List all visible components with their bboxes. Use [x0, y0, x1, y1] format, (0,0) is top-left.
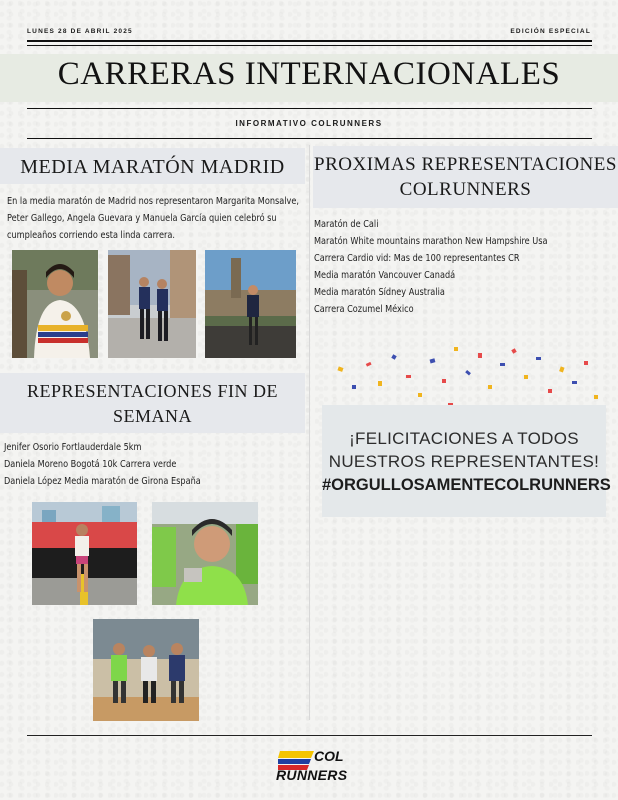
- header-rule-top-thin: [27, 45, 592, 46]
- upcoming-list-item: Carrera Cozumel México: [314, 304, 414, 315]
- madrid-text-line: Peter Gallego, Angela Guevara y Manuela García quien celebró su: [7, 213, 277, 224]
- madrid-heading: MEDIA MARATÓN MADRID: [0, 148, 305, 184]
- upcoming-heading: [313, 146, 618, 208]
- page-subtitle: INFORMATIVO COLRUNNERS: [235, 119, 383, 128]
- weekend-text: [4, 439, 233, 490]
- issue-date: LUNES 28 DE ABRIL 2025: [27, 28, 133, 35]
- photo-madrid-palace: [205, 250, 296, 358]
- weekend-heading-line: REPRESENTACIONES FIN DE: [26, 381, 279, 401]
- upcoming-heading-line: PROXIMAS REPRESENTACIONES: [314, 154, 617, 175]
- upcoming-heading-line: COLRUNNERS: [399, 179, 532, 200]
- photo-madrid-group: [108, 250, 196, 358]
- madrid-text-line: En la media maratón de Madrid nos representaron Margarita Monsalve,: [7, 196, 299, 207]
- weekend-text-line: Jenifer Osorio Fortlauderdale 5km: [4, 442, 142, 453]
- weekend-heading-line: SEMANA: [112, 406, 192, 426]
- congrats-line-1: ¡FELICITACIONES A TODOS: [349, 429, 579, 448]
- weekend-text-line: Daniela López Media maratón de Girona España: [4, 476, 201, 487]
- madrid-text: [7, 193, 347, 244]
- upcoming-list-item: Media maratón Sídney Australia: [314, 287, 445, 298]
- footer-rule: [27, 735, 592, 736]
- page-title: CARRERAS INTERNACIONALES: [57, 56, 561, 92]
- upcoming-list-item: Maratón de Cali: [314, 219, 379, 230]
- weekend-heading: [0, 373, 305, 433]
- logo-text-runners: RUNNERS: [276, 767, 348, 783]
- upcoming-list-item: Maratón White mountains marathon New Hampshire Usa: [314, 236, 548, 247]
- congrats-line-2: NUESTROS REPRESENTANTES!: [328, 452, 600, 471]
- logo-text-col: COL: [314, 748, 344, 764]
- photo-madrid-birthday: [12, 250, 98, 358]
- photo-weekend-girona: [93, 619, 199, 721]
- photo-weekend-fortlauderdale: [32, 502, 137, 605]
- upcoming-list-item: Media maratón Vancouver Canadá: [314, 270, 456, 281]
- header-rule-top: [27, 40, 592, 42]
- congrats-banner: [322, 405, 611, 517]
- header-rule-mid: [27, 108, 592, 109]
- congrats-hashtag: #ORGULLOSAMENTECOLRUNNERS: [322, 476, 611, 494]
- weekend-text-line: Daniela Moreno Bogotá 10k Carrera verde: [4, 459, 177, 470]
- colrunners-logo: [274, 747, 346, 787]
- upcoming-list-item: Carrera Cardio vid: Mas de 100 representantes CR: [314, 253, 520, 264]
- madrid-text-line: cumpleaños corriendo esta linda carrera.: [7, 230, 175, 241]
- upcoming-list: [314, 216, 586, 318]
- photo-weekend-bogota: [152, 502, 258, 605]
- edition-label: EDICIÓN ESPECIAL: [510, 28, 591, 35]
- header-rule-bottom: [27, 138, 592, 139]
